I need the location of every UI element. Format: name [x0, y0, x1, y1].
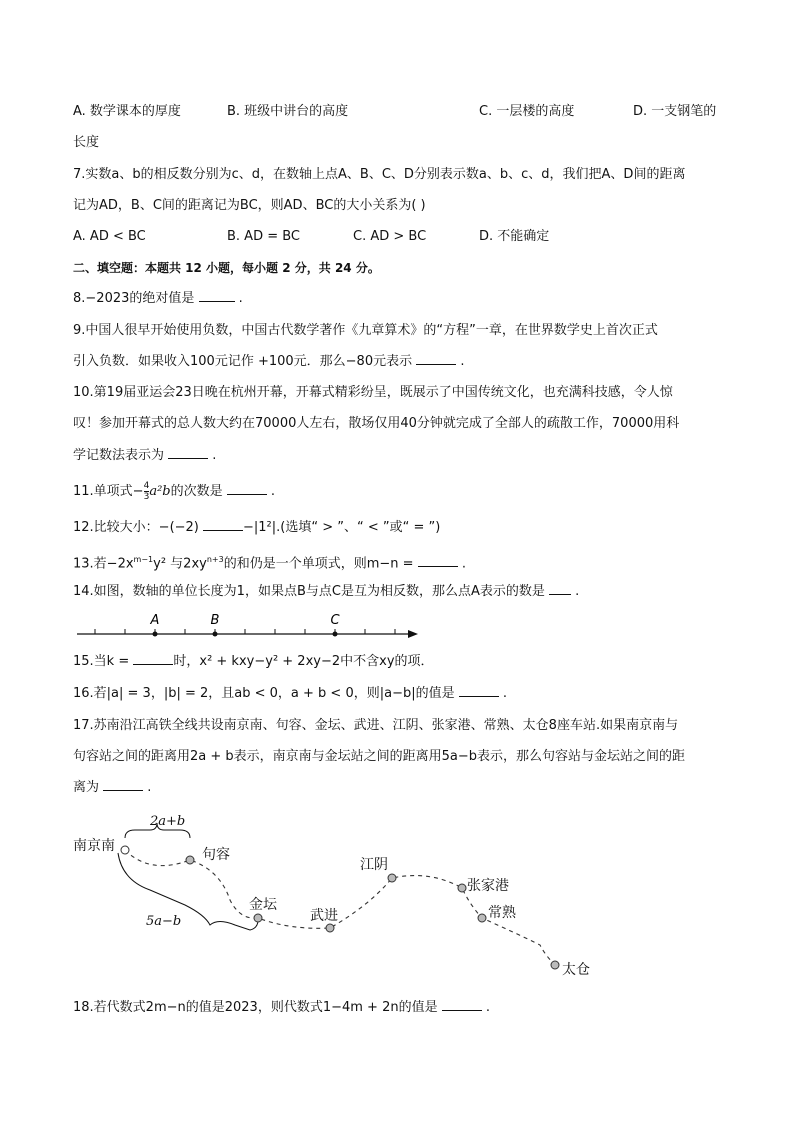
q10-answer-blank[interactable]	[168, 446, 208, 459]
station-label-nanjingnan: 南京南	[73, 838, 115, 854]
q15-rest: 时，x² + kxy−y² + 2xy−2中不含xy的项．	[173, 654, 434, 669]
q9-line2	[73, 352, 465, 372]
q13-end: .	[461, 556, 466, 572]
q9-end: .	[460, 354, 465, 369]
number-line-arrow	[408, 630, 418, 638]
q14-answer-blank[interactable]	[549, 582, 571, 595]
q8-text: 8.−2023的绝对值是	[73, 291, 195, 306]
section-heading: 二、填空题：本题共 12 小题，每小题 2 分，共 24 分。	[73, 261, 380, 275]
q16-text: 16.若|a| = 3，|b| = 2，且ab < 0，a + b < 0，则|a−b|的值是	[73, 686, 455, 701]
q13-mid2: 的和仍是一个单项式，则m−n =	[223, 556, 414, 572]
q11-fraction-denominator: 3	[143, 492, 150, 502]
station-label-taicang: 太仓	[562, 962, 590, 978]
q16	[73, 684, 507, 704]
station-dot-zhangjiagang	[458, 884, 466, 892]
q9-text: 引入负数．如果收入100元记作 +100元．那么−80元表示	[73, 354, 413, 369]
q8-answer-blank[interactable]	[199, 289, 235, 302]
q11-text: 11.单项式−	[73, 484, 144, 499]
station-label-changshu: 常熟	[488, 905, 516, 921]
q17-line1: 17.苏南沿江高铁全线共设南京南、句容、金坛、武进、江阴、张家港、常熟、太仓8座车站.如果南京南与	[73, 718, 679, 733]
q10-line1: 10.第19届亚运会23日晚在杭州开幕，开幕式精彩纷呈，既展示了中国传统文化，也充满科技感，令人惊	[73, 385, 673, 400]
q7-line1: 7.实数a、b的相反数分别为c、d，在数轴上点A、B、C、D分别表示数a、b、c、d，我们把A、D间的距离	[73, 167, 686, 182]
railway-map	[118, 823, 559, 969]
q18-end: .	[485, 1000, 491, 1015]
station-label-jurong: 句容	[202, 847, 230, 863]
q17-line2: 句容站之间的距离用2a + b表示，南京南与金坛站之间的距离用5a−b表示，那么句容站与金坛站之间的距	[73, 749, 686, 764]
q7-option-d: D. 不能确定	[479, 229, 550, 244]
q17-answer-blank[interactable]	[103, 778, 143, 791]
q9-line1: 9.中国人很早开始使用负数，中国古代数学著作《九章算术》的“方程”一章，在世界数学史上首次正式	[73, 323, 658, 338]
q14-text: 14.如图，数轴的单位长度为1，如果点B与点C是互为相反数，那么点A表示的数是	[73, 584, 545, 599]
q13-text: 13.若−2x	[73, 556, 134, 572]
number-line-point-b	[213, 632, 218, 637]
q13-answer-blank[interactable]	[418, 554, 458, 567]
station-label-jintan: 金坛	[249, 897, 277, 913]
q10-end: .	[212, 448, 217, 463]
q8-end: .	[238, 291, 243, 306]
q6-option-c: C. 一层楼的高度	[479, 104, 575, 119]
station-dot-taicang	[551, 961, 559, 969]
number-line-label-a: A	[150, 613, 160, 628]
station-dot-jintan	[254, 914, 262, 922]
q17-end: .	[147, 780, 152, 795]
number-line-point-c	[333, 632, 338, 637]
station-dot-nanjingnan	[121, 846, 129, 854]
q13-mid1: y² 与2xy	[153, 556, 207, 572]
q17-text: 离为	[73, 780, 100, 795]
q16-end: .	[502, 686, 508, 701]
number-line-label-b: B	[210, 613, 220, 628]
q7-option-a: A. AD < BC	[73, 229, 146, 244]
q15-text: 15.当k =	[73, 654, 130, 669]
q6-option-a: A. 数学课本的厚度	[73, 104, 181, 119]
q14	[73, 582, 579, 602]
station-dot-changshu	[478, 914, 486, 922]
q11-answer-blank[interactable]	[227, 482, 267, 495]
q6-option-d-tail: 长度	[73, 135, 100, 150]
q10-line3	[73, 446, 216, 466]
q11	[73, 481, 275, 502]
q6-option-d: D. 一支钢笔的	[633, 104, 717, 119]
q11-mid: 的次数是	[170, 484, 223, 499]
q12	[73, 518, 440, 538]
q13-exponent-2: n+3	[206, 555, 224, 564]
q18	[73, 998, 490, 1018]
number-line	[77, 613, 418, 638]
station-label-jiangyin: 江阴	[360, 857, 388, 873]
q8	[73, 289, 243, 309]
q10-text: 学记数法表示为	[73, 448, 165, 463]
q11-expression: a²b	[149, 484, 171, 499]
q12-rest: −|1²|.(选填“ > ”、“ < ”或“ = ”)	[243, 520, 441, 535]
q11-end: .	[270, 484, 276, 499]
q18-answer-blank[interactable]	[442, 998, 482, 1011]
brace-label-bottom: 5a−b	[146, 914, 182, 929]
q15-answer-blank[interactable]	[133, 652, 173, 665]
q17-line3	[73, 778, 151, 798]
q12-answer-blank[interactable]	[203, 518, 243, 531]
q14-end: .	[575, 584, 580, 599]
bottom-brace	[118, 853, 258, 930]
q15	[73, 652, 434, 672]
number-line-label-c: C	[330, 613, 340, 628]
station-label-zhangjiagang: 张家港	[467, 878, 509, 894]
station-dot-jurong	[186, 856, 194, 864]
brace-label-top: 2a+b	[150, 814, 186, 829]
q10-line2: 叹！参加开幕式的总人数大约在70000人左右，散场仅用40分钟就完成了全部人的疏散工作，70000用科	[73, 416, 680, 431]
q7-line2: 记为AD，B、C间的距离记为BC，则AD、BC的大小关系为( )	[73, 198, 426, 213]
q16-answer-blank[interactable]	[459, 684, 499, 697]
q6-option-b: B. 班级中讲台的高度	[227, 104, 349, 119]
q13-exponent-1: m−1	[133, 555, 154, 564]
number-line-point-a	[153, 632, 158, 637]
q12-text: 12.比较大小：−(−2)	[73, 520, 199, 535]
q7-option-c: C. AD > BC	[353, 229, 427, 244]
q9-answer-blank[interactable]	[416, 352, 456, 365]
station-dot-jiangyin	[388, 874, 396, 882]
q11-fraction-numerator: 4	[143, 481, 150, 491]
q13	[73, 550, 466, 574]
station-label-wujin: 武进	[310, 908, 338, 924]
q18-text: 18.若代数式2m−n的值是2023，则代数式1−4m + 2n的值是	[73, 1000, 438, 1015]
q7-option-b: B. AD = BC	[227, 229, 301, 244]
